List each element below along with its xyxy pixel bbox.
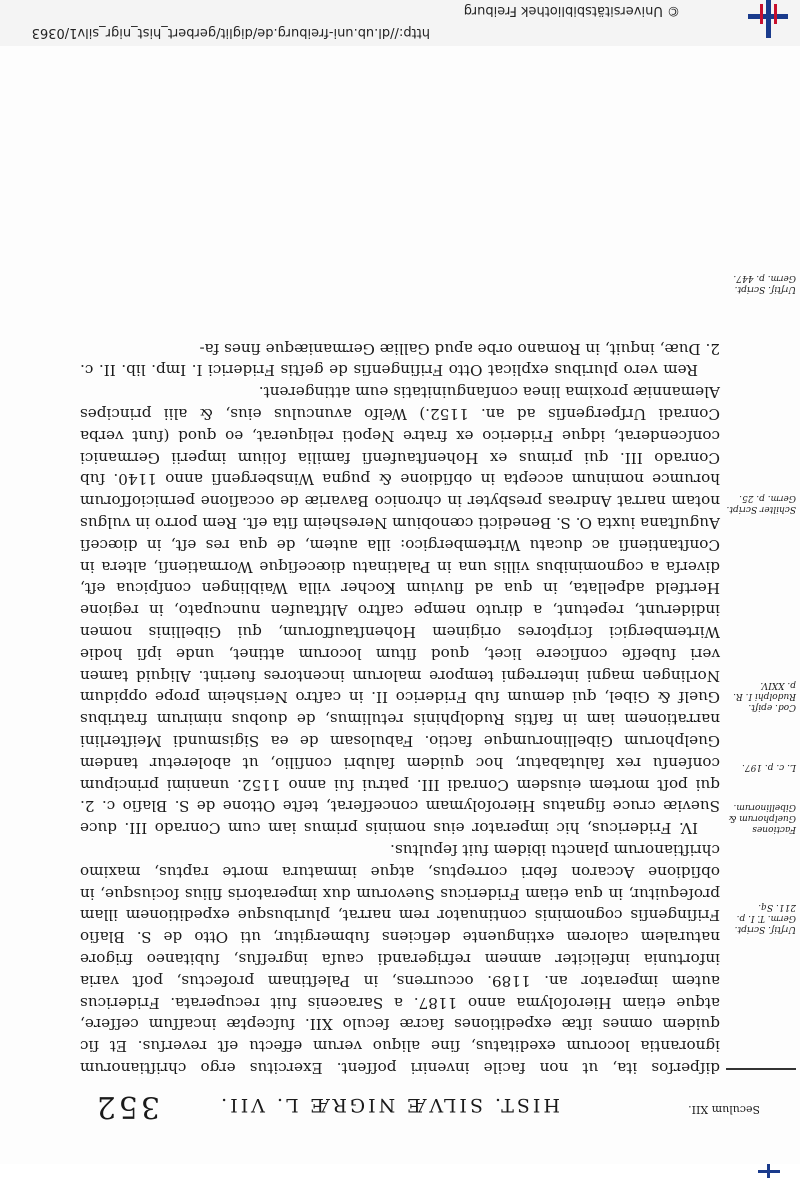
paragraph: Rem vero pluribus explicat Otto Friſingenſis de geſtis Friderici I. Imp. lib. II. c. 2. Duæ, inquit, in Romano orbe apud Galliæ Germaniæque fines fa- — [80, 339, 720, 380]
page-header — [40, 1084, 760, 1124]
page-content-rotated — [0, 46, 800, 1164]
paragraph: IV. Fridericus, hic imperator eius nominis primus iam cum Conrado III. duce Sueviæ cruce ſignatus Hieroſolymam conceſſerat, teſte Ottone de S. Blaſio c. 2. qui poſt mortem eiusdem Conradi III. patrui ſui anno 1152. unanimi principum conſenſu rex ſalutabatur, hoc quidem ſalubri conſilio, ut aboleretur tandem Guelphorum Gibellinorumque factio. Fabulosam de ea Sigismundi Meiſterlini narrationem iam in faſtis Rudolphinis retulimus, de duobus nimirum fratribus Guelf & Gibel, qui demum ſub Friderico II. in caſtro Nerisheim prope oppidum Norlingen magni interregni tempore malorum incentores fuerint. Aliquid tamen veri ſubeſſe conſicere licet, quod ſitum locorum attinet, unde ipſi hodie Wirtembergici ſcriptores originem Hohenſtaufforum, qui Gibellinis nomen indiderunt, repetunt, a diruto nempe caſtro Altſtaufen nuncupato, in regione Hertfeld adpellata, in qua ad fluvium Kocher villa Waiblingen conſpicua eſt, diverſa a cognominibus villis una in Palatinatu diœceſique Wormatienſi, altera in Conſtantienſi ac ducatu Wirtembergico: illa autem, de qua res eſt, in diœceſi Auguſtana iuxta O. S. Benedicti cœnobium Neresheim ſita eſt. Rem porro in vulgus notam narrat Andreas presbyter in chronico Bavariæ de occaſione perniciofſorum horumce nominum accepta in obſidione & pugna Winsbergenſi anno 1140. ſub Conrado III. qui primus ex Hohenſtaufenſi familia ſolium imperii Germanici conſcenderat, idque Friderico ex fratre Nepoti reliquerat, eo quod (ſunt verba Conradi Urſpergenſis ad an. 1152.) Welfo avunculus eius, & alii principes Alemanniæ proxima linea conſanguinitatis eum attingerent. — [80, 383, 720, 838]
margin-note: Schilter Script. Germ. p. 25. — [726, 493, 796, 514]
paragraph: diſperſos ita, ut non facile inveniri poſſent. Exercitus ergo chriſtianorum ignorantia locorum exeditatus, ſine aliquo verum effectu eſt reverſus. Et ſic quidem omnes iſtæ expeditiones ſacræ ſeculo XII. ſuſceptæ incaſſum ceſſere, atque etiam Hieroſolyma anno 1187. a Saracenis fuit recuperata. Fridericus autem imperator an. 1189. occurrens, in Paleſtinam profectus, poſt varia infortunia infeliciter amnem refrigerandi cauſa ingreſſus, ſubitaneo frigore naturalem calorem extinguente deficiens ſubmergitur, uti Otto de S. Blaſio Friſingenſis cognominis continuator rem narrat, pluribusque expeditionem illam proſequitur, in qua etiam Fridericus Suevorum dux imperatoris filius ſociusque, in obſidione Accaron febri correptus, atque immatura morte raptus, maximo chriſtianorum planctu ibidem fuit ſepultus. — [80, 841, 720, 1077]
margin-rule — [726, 1068, 796, 1070]
university-logo-icon — [748, 0, 788, 38]
scanned-page — [0, 46, 800, 1164]
library-credit: © Universitätsbibliothek Freiburg — [463, 3, 680, 18]
viewer-header — [0, 0, 800, 47]
margin-note: Urſtiſ. Script. Germ. p. 447. — [733, 273, 796, 294]
page-number: 352 — [93, 1089, 160, 1124]
running-title: HIST. SILVÆ NIGRÆ L. VII. — [218, 1094, 560, 1116]
margin-note: Factiones Guelphorum & Gibellinorum. — [728, 802, 796, 834]
body-text — [80, 337, 720, 1078]
seculum-label: Seculum XII. — [688, 1103, 760, 1116]
margin-note: Urſtiſ. Script. Germ. T. I. p. 211. Sq. — [734, 902, 796, 934]
permalink-url[interactable]: http://dl.ub.uni-freiburg.de/diglit/gerbert_hist_nigr_silv1/0363 — [31, 25, 430, 40]
margin-note: Cod. epiſt. Rudolphi I. R. p. XXIV. — [733, 680, 796, 712]
university-logo-icon-small — [758, 1164, 780, 1178]
margin-note: L. c. p. 197. — [742, 762, 796, 772]
